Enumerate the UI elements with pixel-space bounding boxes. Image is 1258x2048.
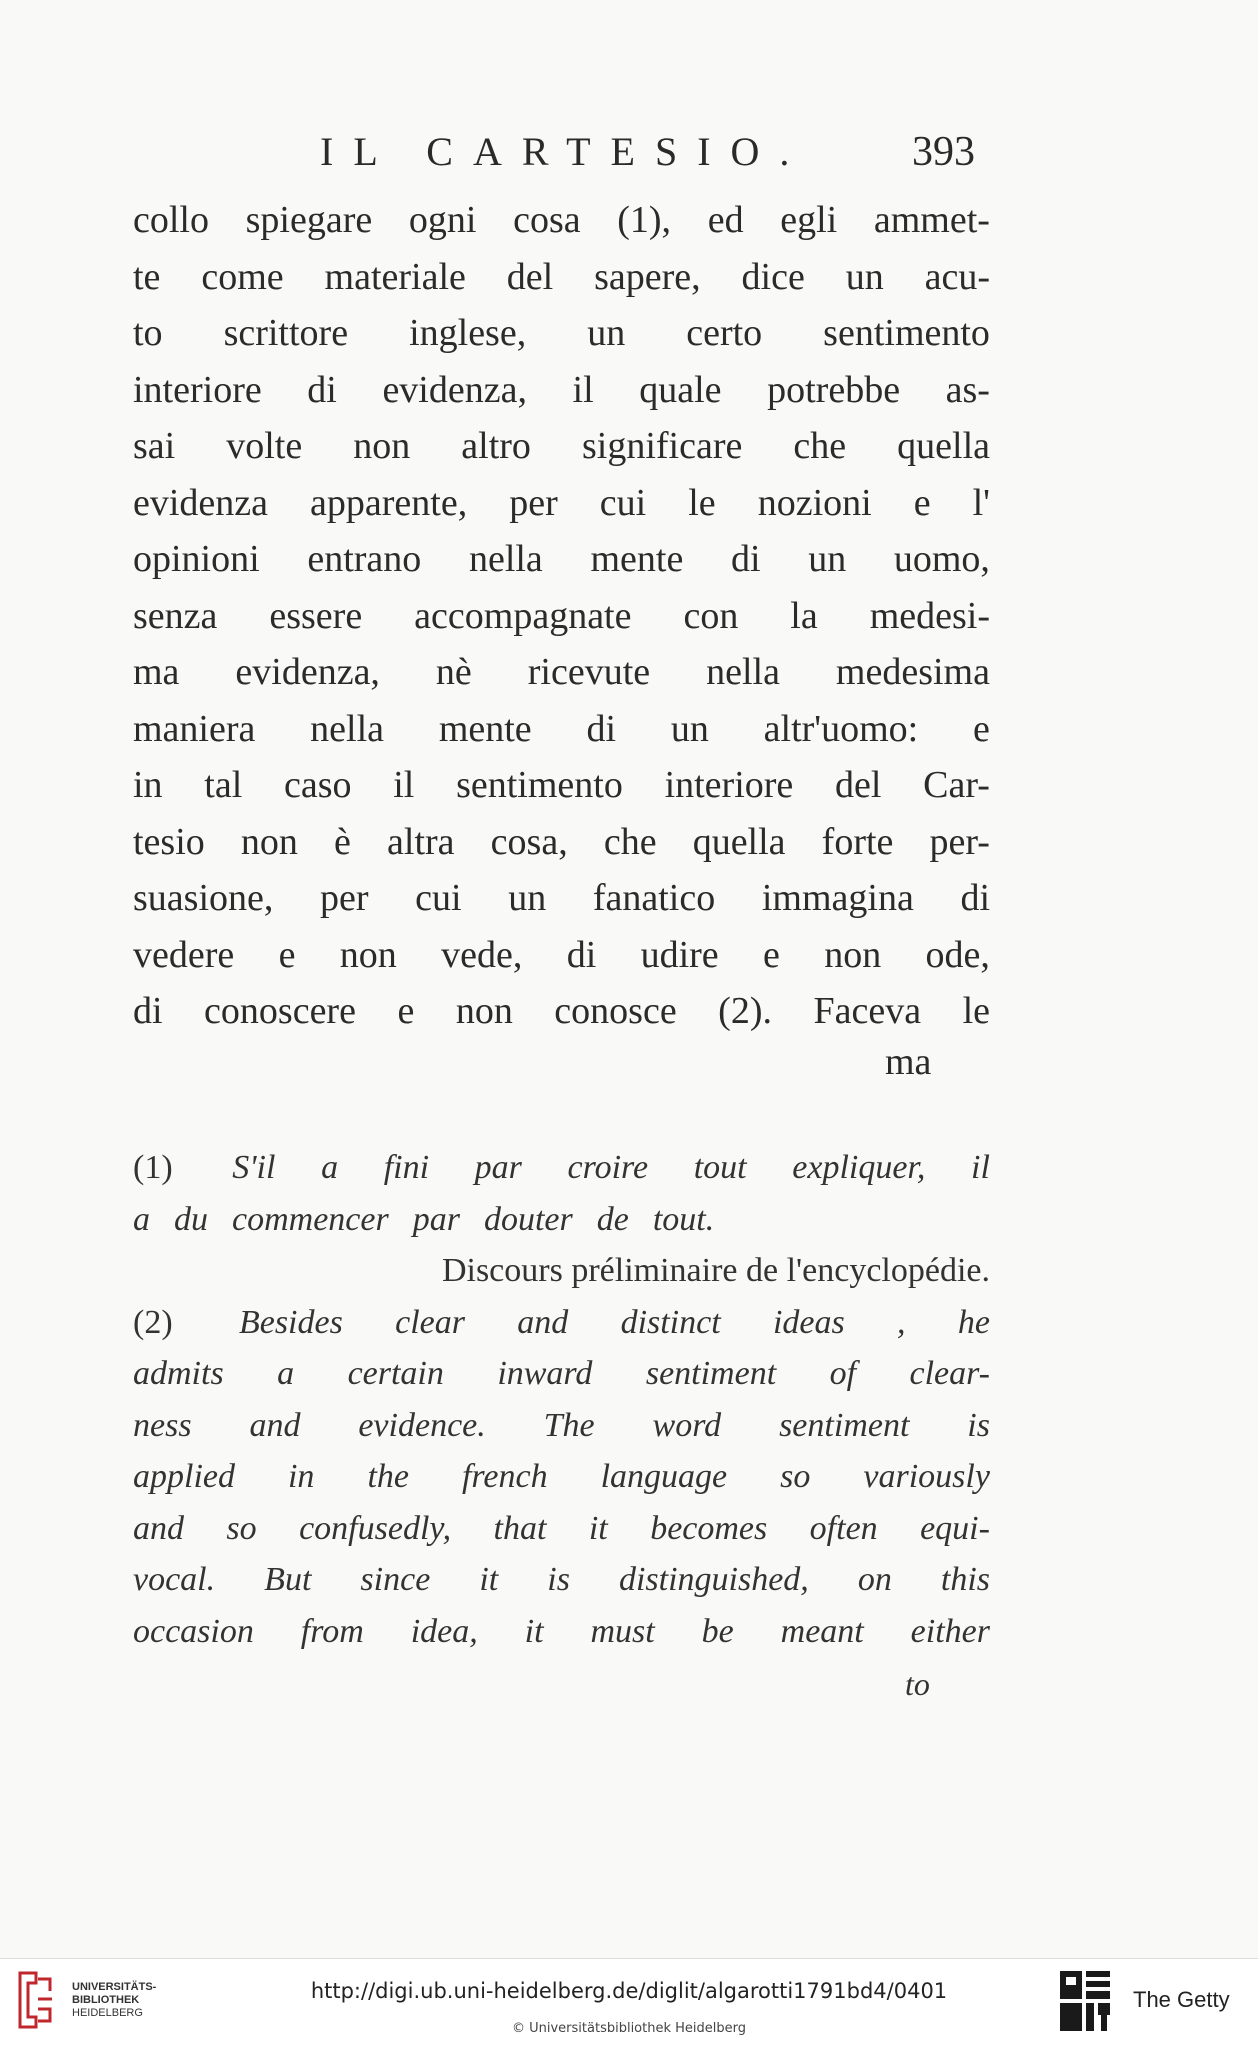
word: inglese, (409, 312, 527, 354)
word: senza (133, 594, 218, 637)
text-line (133, 870, 990, 927)
footnote-word: often (809, 1509, 878, 1547)
word: del (506, 255, 554, 298)
text-line (133, 701, 990, 758)
word: un (670, 707, 709, 750)
word: come (201, 255, 284, 298)
footnote-word: distinct (620, 1303, 721, 1341)
footnote-word: Besides (238, 1303, 343, 1341)
word: non (353, 425, 411, 467)
word: quella (692, 820, 786, 863)
word: la (790, 594, 818, 637)
word: interiore (133, 368, 262, 411)
word: un (587, 312, 626, 354)
footnote-word: clear (395, 1303, 465, 1341)
word: to (133, 312, 163, 354)
word: mente (590, 538, 684, 580)
word: evidenza, (235, 651, 380, 693)
word: per (509, 481, 558, 524)
footnote-word: a (277, 1355, 295, 1392)
word: te (133, 255, 161, 298)
word: di (566, 933, 597, 976)
footnote-word: language (600, 1458, 728, 1495)
word: fanatico (592, 877, 716, 919)
footnote-word: fini (383, 1149, 430, 1186)
footnote-word: occasion (133, 1612, 254, 1650)
footnote-word: on (857, 1561, 892, 1598)
footnote-word: The (543, 1406, 595, 1444)
library-line-2: BIBLIOTHEK (72, 1994, 140, 2006)
word: il (393, 764, 415, 806)
word: evidenza, (382, 368, 527, 411)
word: vede, (441, 933, 523, 976)
word: ricevute (527, 651, 651, 693)
word: dice (741, 255, 805, 298)
word: collo (133, 199, 209, 241)
viewer-footer (0, 1958, 1258, 2048)
word: cosa, (490, 820, 568, 863)
word: altr'uomo: (763, 707, 919, 750)
word: spiegare (245, 199, 373, 241)
word: un (845, 255, 884, 298)
text-line (133, 305, 990, 362)
word: non (339, 933, 397, 976)
word: nè (435, 651, 472, 693)
word: altra (387, 820, 455, 863)
word: quale (639, 368, 722, 411)
text-line (133, 983, 990, 1040)
footnote-marker: (2) (133, 1303, 173, 1341)
page-number: 393 (912, 129, 975, 175)
word: udire (640, 933, 719, 976)
text-line (133, 362, 990, 419)
footnote-word: applied (133, 1458, 235, 1495)
word: forte (821, 820, 894, 863)
footnote-word: must (590, 1612, 655, 1650)
word: non (240, 820, 298, 863)
footnote-word: so (780, 1458, 811, 1495)
word: altro (461, 425, 531, 467)
word: e (762, 933, 780, 976)
footnote-word: word (652, 1406, 722, 1444)
word: di (307, 368, 337, 411)
footnote-word: de (596, 1200, 629, 1238)
footnote-word: tout (693, 1149, 747, 1186)
text-line (133, 927, 990, 984)
footnote-word: But (264, 1561, 312, 1598)
word: ogni (408, 199, 477, 241)
footnote-word: idea, (410, 1612, 478, 1650)
word: medesima (835, 651, 990, 693)
footnote-word: so (226, 1509, 257, 1547)
footnote-word: confusedly, (299, 1509, 452, 1547)
word: vedere (133, 933, 235, 976)
word: Faceva (813, 990, 922, 1032)
footnote-word: that (493, 1509, 547, 1547)
sponsor-name: The Getty (1133, 1987, 1230, 2012)
word: che (603, 820, 657, 863)
footnote-word: and (517, 1303, 569, 1341)
footnote-word: distinguished, (618, 1561, 809, 1598)
word: un (808, 538, 847, 580)
footnote-marker: (1) (133, 1149, 173, 1186)
word: immagina (761, 877, 914, 919)
footnote-word: becomes (650, 1509, 768, 1547)
footnote-word: from (300, 1612, 364, 1650)
word: di (960, 877, 990, 919)
word: di (730, 538, 761, 580)
footnote-word: it (524, 1612, 544, 1650)
footnote-word: sentiment (779, 1406, 910, 1444)
word: scrittore (223, 312, 349, 354)
footnote-word: S'il (232, 1149, 276, 1186)
footnote-word: , (897, 1303, 906, 1341)
footnote-word: a (321, 1149, 339, 1186)
footnote-word: admits (133, 1355, 224, 1392)
word: acu- (924, 255, 990, 298)
footnote-word: par (412, 1200, 460, 1238)
footnote-line (133, 1142, 990, 1194)
word: ode, (925, 933, 990, 976)
word: ed (707, 199, 744, 241)
word: caso (283, 764, 352, 806)
text-line (133, 531, 990, 588)
footnote-word: ness (133, 1406, 192, 1444)
word: e (913, 481, 931, 524)
footnote-word: it (588, 1509, 608, 1547)
copyright-notice: © Universitätsbibliothek Heidelberg (511, 2021, 746, 2036)
footnote-word: clear- (909, 1355, 990, 1392)
catchword: ma (885, 1041, 932, 1083)
footnote-word: meant (780, 1612, 864, 1650)
word: e (278, 933, 296, 976)
footnote-line (133, 1451, 990, 1503)
word: maniera (133, 707, 256, 750)
footnote-word: be (701, 1612, 734, 1650)
word: ammet- (873, 199, 990, 241)
library-line-3: HEIDELBERG (72, 2007, 143, 2019)
word: apparente, (310, 481, 468, 524)
footnote-line (133, 1297, 990, 1349)
footnote-word: inward (497, 1355, 593, 1392)
word: sentimento (823, 312, 990, 354)
word: in (133, 764, 163, 806)
word: significare (581, 425, 743, 467)
word: ma (133, 651, 180, 693)
footnote-line (133, 1503, 990, 1555)
word: certo (686, 312, 763, 354)
word: e (973, 707, 990, 750)
word: Car- (923, 764, 990, 806)
footnote-word: and (249, 1406, 301, 1444)
word: l' (972, 481, 990, 524)
word: quella (897, 425, 990, 467)
text-line (133, 814, 990, 871)
word: (1), (617, 199, 672, 241)
word: nella (310, 707, 385, 750)
word: di (586, 707, 617, 750)
word: cui (415, 877, 462, 919)
word: mente (438, 707, 532, 750)
word: accompagnate (414, 594, 632, 637)
footnote-word: is (547, 1561, 570, 1598)
footnote-source: Discours préliminaire de l'encyclopédie. (441, 1252, 990, 1289)
text-line (133, 588, 990, 645)
word: tesio (133, 820, 205, 863)
text-line (133, 757, 990, 814)
footnote-word: tout. (652, 1200, 715, 1238)
word: un (508, 877, 547, 919)
footnote-line (133, 1348, 990, 1400)
word: nella (706, 651, 780, 693)
word: di (133, 990, 163, 1032)
footnote-line (133, 1194, 990, 1246)
footnote-word: this (940, 1561, 990, 1598)
footnote-word: sentiment (645, 1355, 777, 1392)
word: non (824, 933, 882, 976)
footnote-line (133, 1554, 990, 1606)
footnote-word: and (133, 1509, 184, 1547)
footnote-word: a (133, 1200, 150, 1238)
word: volte (226, 425, 303, 467)
footnote-word: vocal. (133, 1561, 216, 1598)
word: per- (929, 820, 990, 863)
footnote-line (133, 1606, 990, 1658)
word: (2). (718, 990, 772, 1032)
footnote-word: croire (567, 1149, 649, 1186)
footnote-word: douter (483, 1200, 573, 1238)
word: nella (468, 538, 543, 580)
word: tal (204, 764, 243, 806)
word: suasione, (133, 877, 274, 919)
word: e (397, 990, 415, 1032)
word: interiore (664, 764, 794, 806)
footnote-word: in (287, 1458, 315, 1495)
footnote-word: he (957, 1303, 990, 1341)
footnote-word: either (910, 1612, 990, 1650)
getty-logo-icon (1058, 1969, 1112, 2033)
text-line (133, 249, 990, 306)
footnote-word: the (367, 1458, 409, 1495)
word: evidenza (133, 481, 269, 524)
word: è (334, 820, 351, 863)
word: il (572, 368, 594, 411)
word: le (962, 990, 990, 1032)
word: del (835, 764, 882, 806)
word: opinioni (133, 538, 260, 580)
text-line (133, 418, 990, 475)
word: uomo, (893, 538, 990, 580)
body-text (133, 192, 990, 1040)
footnote-line (133, 1400, 990, 1452)
footnote-catchword: to (905, 1666, 930, 1702)
word: che (793, 425, 847, 467)
word: non (455, 990, 513, 1032)
word: cui (599, 481, 647, 524)
library-line-1: UNIVERSITÄTS- (72, 1981, 157, 1993)
footnote-word: it (479, 1561, 499, 1598)
text-line (133, 192, 990, 249)
footnote-word: ideas (772, 1303, 845, 1341)
word: medesi- (869, 594, 990, 637)
footnote-word: certain (347, 1355, 444, 1392)
footnote-word: evidence. (358, 1406, 486, 1444)
word: conoscere (204, 990, 356, 1032)
text-line (133, 644, 990, 701)
footnote-word: il (971, 1149, 990, 1186)
footnote-word: par (474, 1149, 522, 1186)
footnote-word: commencer (232, 1200, 389, 1238)
word: sapere, (594, 255, 701, 298)
footnote-word: du (174, 1200, 208, 1238)
word: egli (780, 199, 838, 241)
footnote-word: french (461, 1458, 548, 1495)
word: cosa (513, 199, 581, 241)
running-title: IL CARTESIO. (320, 129, 810, 174)
word: entrano (307, 538, 422, 580)
word: le (688, 481, 716, 524)
word: materiale (324, 255, 466, 298)
footnote-word: expliquer, (792, 1149, 926, 1186)
footnote-word: variously (863, 1458, 990, 1495)
permalink-url[interactable]: http://digi.ub.uni-heidelberg.de/diglit/algarotti1791bd4/0401 (310, 1979, 948, 2003)
footnote-word: since (360, 1561, 431, 1598)
footnote-word: is (967, 1406, 990, 1444)
word: as- (945, 368, 990, 411)
word: potrebbe (767, 368, 901, 411)
footnote-word: of (829, 1355, 857, 1392)
footnote-word: equi- (920, 1509, 990, 1547)
word: sai (133, 425, 176, 467)
word: sentimento (456, 764, 623, 806)
word: nozioni (757, 481, 872, 524)
footnotes (133, 1142, 990, 1657)
text-line (133, 475, 990, 532)
word: essere (269, 594, 363, 637)
word: per (320, 877, 369, 919)
word: con (683, 594, 739, 637)
word: conosce (554, 990, 677, 1032)
